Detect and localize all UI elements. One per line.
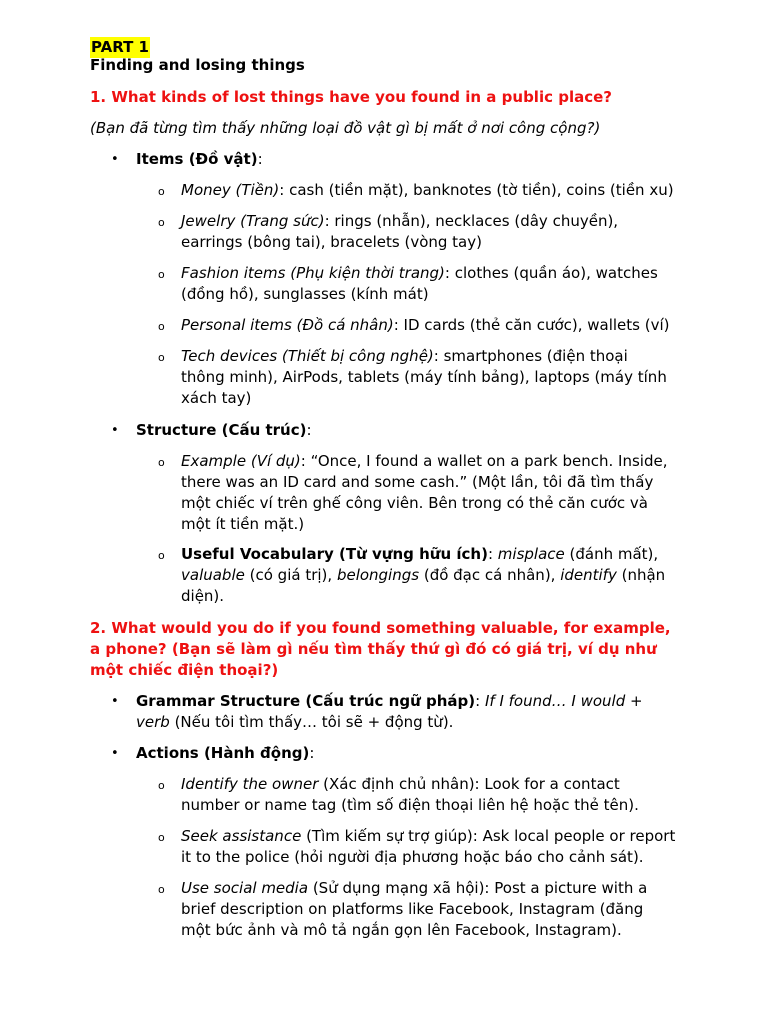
items-heading: Items (Đồ vật): (136, 150, 263, 168)
question-2: 2. What would you do if you found something valuable, for example, (90, 619, 671, 637)
sub-bullet-icon: o (158, 549, 165, 562)
example-text-cont: một chiếc ví trên ghế công viên. Bên trong có thẻ căn cước và (181, 494, 648, 512)
vocabulary-line: Useful Vocabulary (Từ vựng hữu ích): misplace (đánh mất), (181, 545, 659, 563)
vocabulary-line-cont: diện). (181, 587, 225, 605)
action-social-media: Use social media (Sử dụng mạng xã hội): Post a picture with a (181, 879, 648, 897)
bullet-icon: • (111, 694, 119, 709)
item-jewelry: Jewelry (Trang sức): rings (nhẫn), necklaces (dây chuyền), (181, 212, 619, 230)
sub-bullet-icon: o (158, 351, 165, 364)
question-1-translation: (Bạn đã từng tìm thấy những loại đồ vật gì bị mất ở nơi công cộng?) (90, 119, 601, 137)
action-seek-assistance: Seek assistance (Tìm kiếm sự trợ giúp): Ask local people or report (181, 827, 676, 845)
sub-bullet-icon: o (158, 883, 165, 896)
item-fashion-cont: (đồng hồ), sunglasses (kính mát) (181, 285, 429, 303)
action-identify-owner: Identify the owner (Xác định chủ nhân): Look for a contact (181, 775, 620, 793)
action-social-media-cont: brief description on platforms like Facebook, Instagram (đăng (181, 900, 644, 918)
bullet-icon: • (111, 746, 119, 761)
actions-heading: Actions (Hành động): (136, 744, 315, 762)
item-fashion: Fashion items (Phụ kiện thời trang): clothes (quần áo), watches (181, 264, 658, 282)
section-subtitle: Finding and losing things (90, 56, 305, 74)
part-label: PART 1 (91, 38, 149, 56)
sub-bullet-icon: o (158, 216, 165, 229)
bullet-icon: • (111, 423, 119, 438)
example-text: Example (Ví dụ): “Once, I found a wallet on a park bench. Inside, (181, 452, 668, 470)
sub-bullet-icon: o (158, 320, 165, 333)
example-text-cont: there was an ID card and some cash.” (Một lần, tôi đã tìm thấy (181, 473, 654, 491)
action-identify-owner-cont: number or name tag (tìm số điện thoại liên hệ hoặc thẻ tên). (181, 796, 639, 814)
action-seek-assistance-cont: it to the police (hỏi người địa phương hoặc báo cho cảnh sát). (181, 848, 644, 866)
item-personal: Personal items (Đồ cá nhân): ID cards (thẻ căn cước), wallets (ví) (181, 316, 670, 334)
example-text-cont: một ít tiền mặt.) (181, 515, 305, 533)
sub-bullet-icon: o (158, 831, 165, 844)
structure-heading: Structure (Cấu trúc): (136, 421, 312, 439)
action-social-media-cont: một bức ảnh và mô tả ngắn gọn lên Facebook, Instagram). (181, 921, 622, 939)
question-1: 1. What kinds of lost things have you found in a public place? (90, 88, 612, 106)
item-jewelry-cont: earrings (bông tai), bracelets (vòng tay) (181, 233, 482, 251)
sub-bullet-icon: o (158, 185, 165, 198)
sub-bullet-icon: o (158, 268, 165, 281)
question-2-cont: một chiếc điện thoại?) (90, 661, 279, 679)
item-tech-cont: thông minh), AirPods, tablets (máy tính bảng), laptops (máy tính (181, 368, 667, 386)
item-tech: Tech devices (Thiết bị công nghệ): smartphones (điện thoại (181, 347, 628, 365)
item-tech-cont: xách tay) (181, 389, 252, 407)
item-money: Money (Tiền): cash (tiền mặt), banknotes (tờ tiền), coins (tiền xu) (181, 181, 674, 199)
sub-bullet-icon: o (158, 456, 165, 469)
bullet-icon: • (111, 152, 119, 167)
vocabulary-line-cont: valuable (có giá trị), belongings (đồ đạc cá nhân), identify (nhận (181, 566, 666, 584)
question-2-cont: a phone? (Bạn sẽ làm gì nếu tìm thấy thứ gì đó có giá trị, ví dụ như (90, 640, 657, 658)
grammar-heading-cont: verb (Nếu tôi tìm thấy… tôi sẽ + động từ). (136, 713, 454, 731)
sub-bullet-icon: o (158, 779, 165, 792)
grammar-heading: Grammar Structure (Cấu trúc ngữ pháp): If I found… I would + (136, 692, 643, 710)
